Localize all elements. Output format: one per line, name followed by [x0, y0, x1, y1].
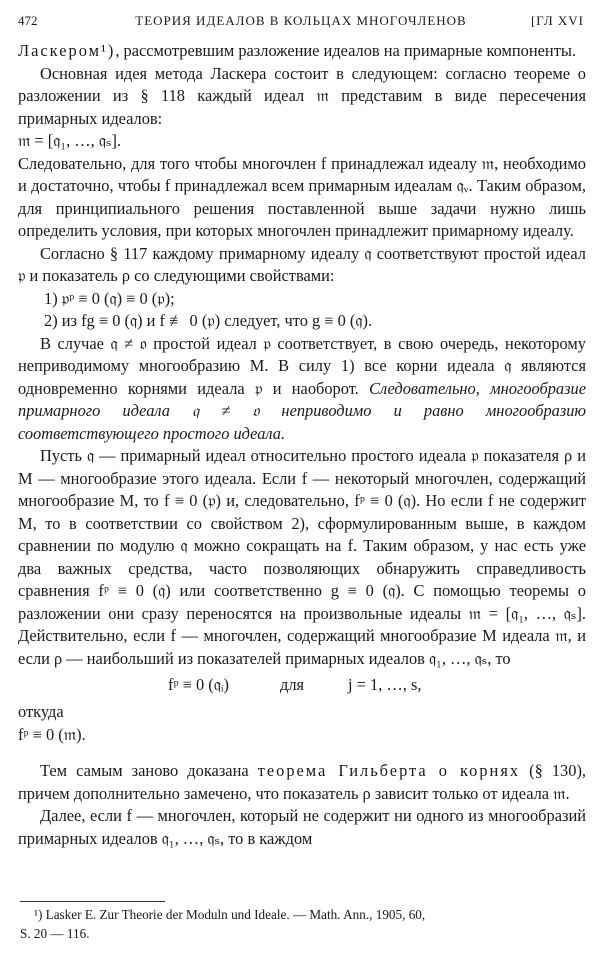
formula-decomposition: 𝔪 = [𝔮₁, …, 𝔮ₛ]. — [18, 131, 122, 150]
theorem-name-spaced: теорема Гильберта о корнях — [257, 761, 521, 780]
running-title: ТЕОРИЯ ИДЕАЛОВ В КОЛЬЦАХ МНОГОЧЛЕНОВ — [135, 13, 467, 28]
running-header — [18, 13, 584, 33]
paragraph-continuation: Ласкером¹), рассмотревшим разложение идеалов на примарные компоненты. — [18, 41, 576, 60]
paragraph-further: Далее, если f — многочлен, который не содержит ни одного из многообразий примарных идеалов 𝔮₁, …, 𝔮ₛ, то в каждом — [18, 806, 586, 848]
paragraph-primary-ideal: Пусть 𝔮 — примарный идеал относительно простого идеала 𝔭 показателя ρ и M — многообразие этого идеала. Если f — некоторый многочлен, содержащий многообразие M, то f ≡ 0 (𝔭) и, следовательно, fᵖ ≡ 0 (𝔮). Но если f не содержит M, то в соответствии со свойством 2), сформулированным выше, в каждом сравнении по модулю 𝔮 можно сокращать на f. Таким образом, у нас есть уже два важных средства, часто позволяющих обнаружить справедливость сравнения fᵖ ≡ 0 (𝔮) или соответственно g ≡ 0 (𝔮). С помощью теоремы о разложении они сразу переносятся на произвольные идеалы 𝔪 = [𝔮₁, …, 𝔮ₛ]. Действительно, если f — многочлен, содержащий многообразие M идеала 𝔪, и если ρ — наибольший из показателей примарных идеалов 𝔮₁, …, 𝔮ₛ, то — [18, 446, 586, 668]
main-text — [18, 40, 586, 850]
author-name-spaced: Ласкером¹) — [18, 41, 116, 60]
chapter-label: [ГЛ XVI — [530, 13, 584, 28]
footnote-divider — [20, 901, 165, 902]
paragraph-variety: В случае 𝔮 ≠ 𝔬 простой идеал 𝔭 соответствует, в свою очередь, некоторому неприводимому многообразию M. В силу 1) все корни идеала 𝔮 являются одновременно корнями идеала 𝔭 и наоборот. Следовательно, многообразие примарного идеала 𝔮 ≠ 𝔬 неприводимо и равно многообразию соответствующего простого идеала. — [18, 333, 586, 443]
footnote — [20, 905, 586, 943]
italic-statement: Следовательно, многообразие примарного идеала 𝔮 ≠ 𝔬 неприводимо и равно многообразию соответствующего простого идеала. — [18, 378, 586, 443]
formula-right: j = 1, …, s, — [348, 675, 422, 694]
word-otkuda: откуда — [18, 702, 64, 721]
paragraph-hilbert: Тем самым заново доказана теорема Гильберта о корнях (§ 130), причем дополнительно замечено, что показатель ρ зависит только от идеала 𝔪. — [18, 761, 586, 803]
paragraph-primary-properties: Согласно § 117 каждому примарному идеалу 𝔮 соответствуют простой идеал 𝔭 и показатель ρ со следующими свойствами: — [18, 243, 586, 285]
property-item-2: 2) из fg ≡ 0 (𝔮) и f ≢ 0 (𝔭) следует, что g ≡ 0 (𝔮). — [44, 311, 373, 330]
footnote-line-2: S. 20 — 116. — [20, 926, 90, 941]
formula-result: fᵖ ≡ 0 (𝔪). — [18, 724, 86, 744]
footnote-line-1: ¹) Lasker E. Zur Theorie der Moduln und Ideale. — Math. Ann., 1905, 60, — [34, 907, 426, 922]
formula-left: fᵖ ≡ 0 (𝔮ᵢ) — [168, 675, 230, 694]
formula-for-word: для — [280, 675, 305, 694]
page-number: 472 — [18, 13, 38, 28]
paragraph-lasker-idea: Основная идея метода Ласкера состоит в следующем: согласно теореме о разложении из § 118 каждый идеал 𝔪 представим в виде пересечения примарных идеалов: — [18, 63, 586, 128]
formula-congruence-row — [18, 674, 586, 701]
paragraph-consequence: Следовательно, для того чтобы многочлен f принадлежал идеалу 𝔪, необходимо и достаточно, чтобы f принадлежал всем примарным идеалам 𝔮ᵥ. Таким образом, для принципиального решения поставленной выше задачи нужно лишь определить условия, при которых многочлен принадлежит примарному идеалу. — [18, 153, 586, 240]
property-item-1: 1) 𝔭ᵖ ≡ 0 (𝔮) ≡ 0 (𝔭); — [44, 288, 175, 308]
